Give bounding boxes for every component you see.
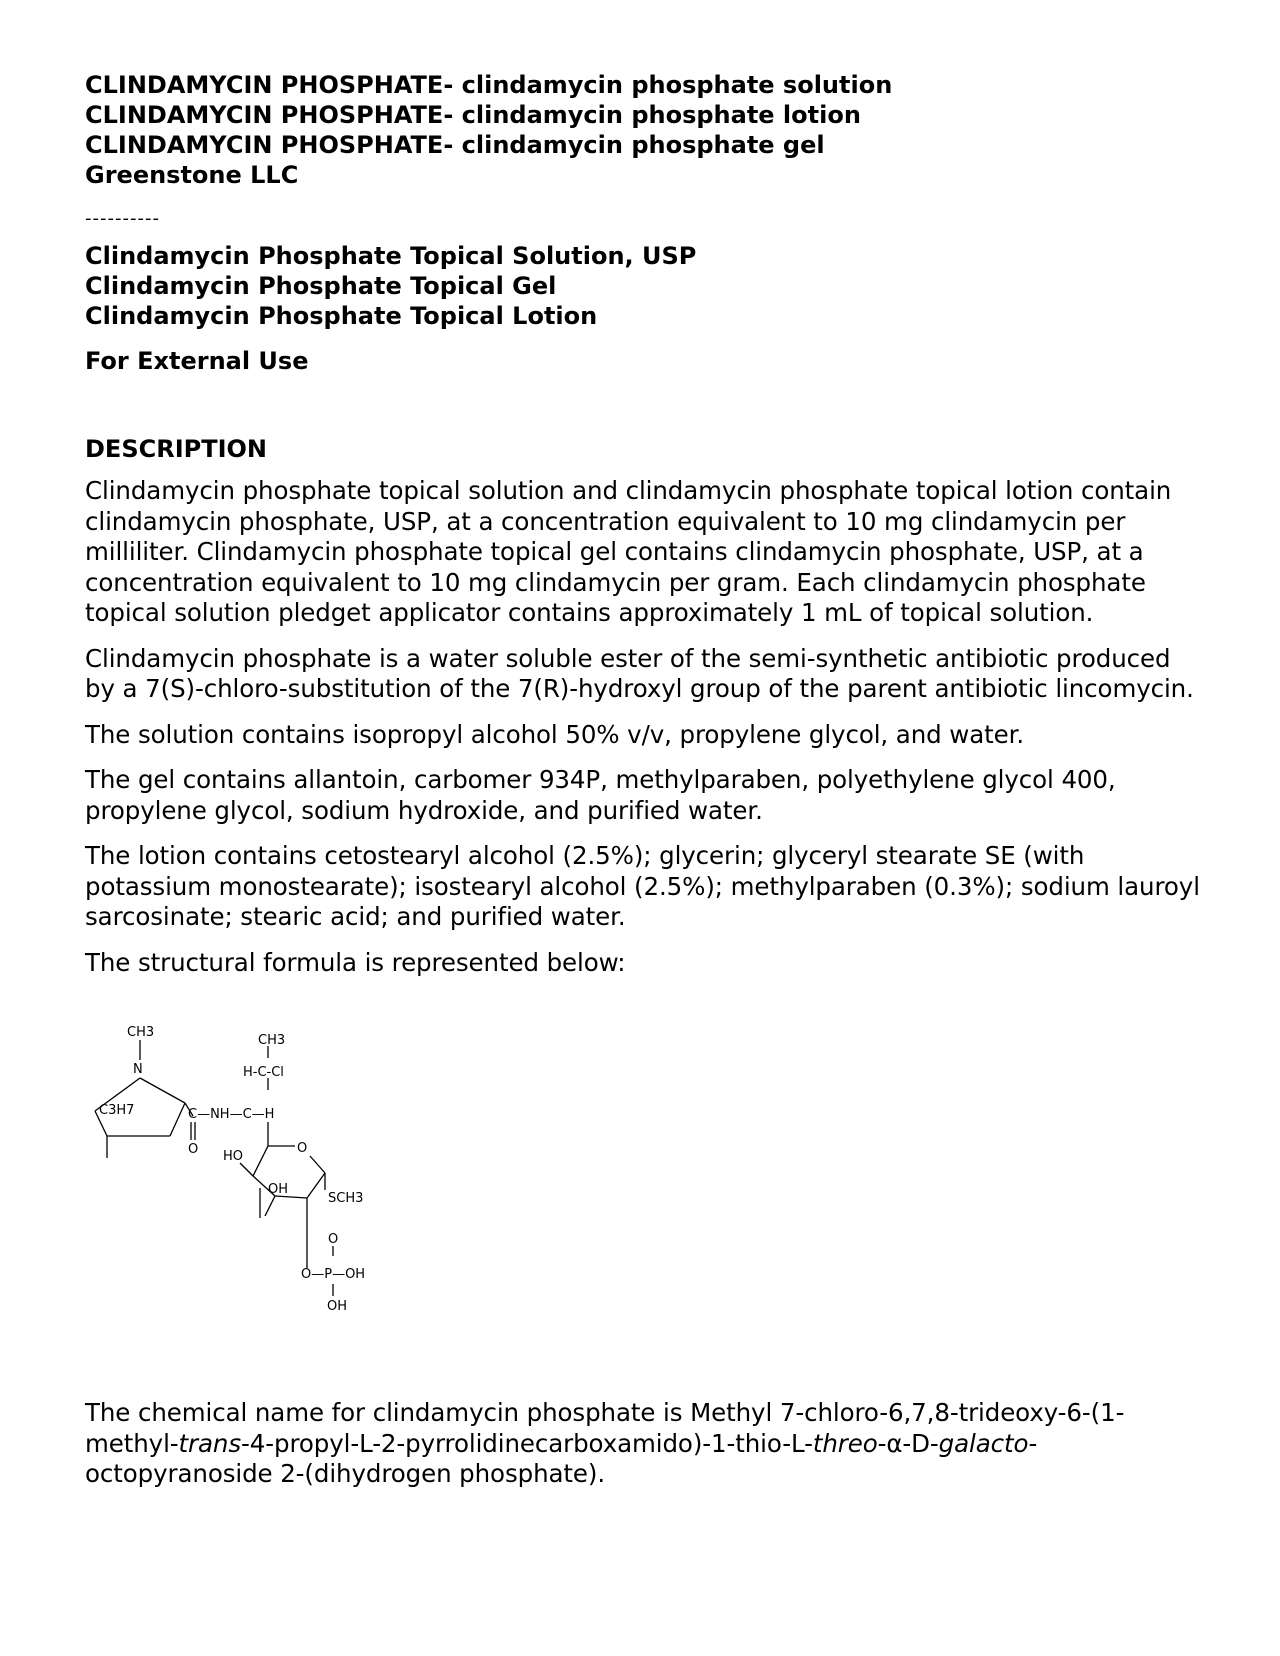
description-paragraph-1: Clindamycin phosphate topical solution and clindamycin phosphate topical lotion contain clindamycin phosphate, USP, at a concentration equivalent to 10 mg clindamycin per milliliter. Clindamycin phosphate topical gel contains clindamycin phosphate, USP, at a concentration equivalent to 10 mg clindamycin per gram. Each clindamycin phosphate topical solution pledget applicator contains approximately 1 mL of topical solution. bbox=[85, 476, 1172, 627]
label-side-chain-methyl: CH3 bbox=[258, 1033, 286, 1048]
description-paragraph-6: The structural formula is represented below: bbox=[85, 947, 626, 977]
product-title-solution: Clindamycin Phosphate Topical Solution, USP bbox=[85, 242, 697, 270]
chemical-name-part-d: -octopyranoside 2-(dihydrogen phosphate). bbox=[85, 1428, 1038, 1488]
label-ring-oxygen: O bbox=[297, 1141, 308, 1156]
label-phosphate-row: O—P—OH bbox=[301, 1267, 366, 1282]
header-separator: ---------- bbox=[85, 208, 160, 229]
chemical-name-italic-galacto: galacto bbox=[938, 1428, 1029, 1458]
description-paragraph-5: The lotion contains cetostearyl alcohol (2.5%); glycerin; glyceryl stearate SE (with potassium monostearate); isostearyl alcohol (2.5%); methylparaben (0.3%); sodium lauroyl sarcosinate; stearic acid; and purified water. bbox=[85, 841, 1200, 931]
header-line-lotion: CLINDAMYCIN PHOSPHATE- clindamycin phosphate lotion bbox=[85, 101, 861, 129]
label-ring-hydroxyl: OH bbox=[268, 1182, 289, 1197]
chemical-name-part-a: The chemical name for clindamycin phosphate is Methyl 7-chloro-6,7,8-trideoxy-6-(1-methyl- bbox=[85, 1398, 1125, 1458]
chemical-name-italic-threo: threo bbox=[812, 1428, 878, 1458]
label-n-methyl: CH3 bbox=[127, 1025, 155, 1040]
header-line-gel: CLINDAMYCIN PHOSPHATE- clindamycin phosphate gel bbox=[85, 131, 825, 159]
description-heading: DESCRIPTION bbox=[85, 435, 268, 463]
document-header bbox=[85, 70, 1205, 190]
product-titles bbox=[85, 241, 1205, 331]
structural-formula bbox=[85, 1018, 405, 1338]
description-paragraph-2: Clindamycin phosphate is a water soluble ester of the semi-synthetic antibiotic produced by a 7(S)-chloro-substitution of the 7(R)-hydroxyl group of the parent antibiotic lincomycin. bbox=[85, 643, 1194, 703]
product-title-lotion: Clindamycin Phosphate Topical Lotion bbox=[85, 302, 598, 330]
structural-formula-diagram bbox=[85, 1018, 405, 1338]
label-hydroxyl: HO bbox=[223, 1149, 244, 1164]
label-thiomethyl: SCH3 bbox=[328, 1191, 364, 1206]
description-paragraph-3: The solution contains isopropyl alcohol 50% v/v, propylene glycol, and water. bbox=[85, 719, 1025, 749]
chemical-name-italic-trans: trans bbox=[178, 1428, 242, 1458]
label-chloro-carbon: H-C-Cl bbox=[243, 1065, 284, 1080]
chemical-name-part-b: -4-propyl-L-2-pyrrolidinecarboxamido)-1-thio-L- bbox=[241, 1428, 813, 1458]
label-phosphate-hydroxyl: OH bbox=[327, 1299, 348, 1314]
label-carbonyl-oxygen: O bbox=[188, 1142, 199, 1157]
label-nitrogen: N bbox=[133, 1062, 143, 1077]
header-line-solution: CLINDAMYCIN PHOSPHATE- clindamycin phosphate solution bbox=[85, 71, 893, 99]
chemical-name-part-c: -α-D- bbox=[877, 1428, 939, 1458]
chemical-name-paragraph bbox=[85, 1398, 1205, 1490]
header-labeler: Greenstone LLC bbox=[85, 161, 299, 189]
label-propyl: C3H7 bbox=[99, 1103, 135, 1118]
label-phosphoryl-oxygen: O bbox=[328, 1232, 339, 1247]
external-use-note: For External Use bbox=[85, 347, 309, 375]
label-amide-row: C—NH—C—H bbox=[188, 1107, 275, 1122]
description-paragraph-4: The gel contains allantoin, carbomer 934P, methylparaben, polyethylene glycol 400, propylene glycol, sodium hydroxide, and purified water. bbox=[85, 765, 1116, 825]
document-page bbox=[85, 70, 1205, 1505]
product-title-gel: Clindamycin Phosphate Topical Gel bbox=[85, 272, 557, 300]
